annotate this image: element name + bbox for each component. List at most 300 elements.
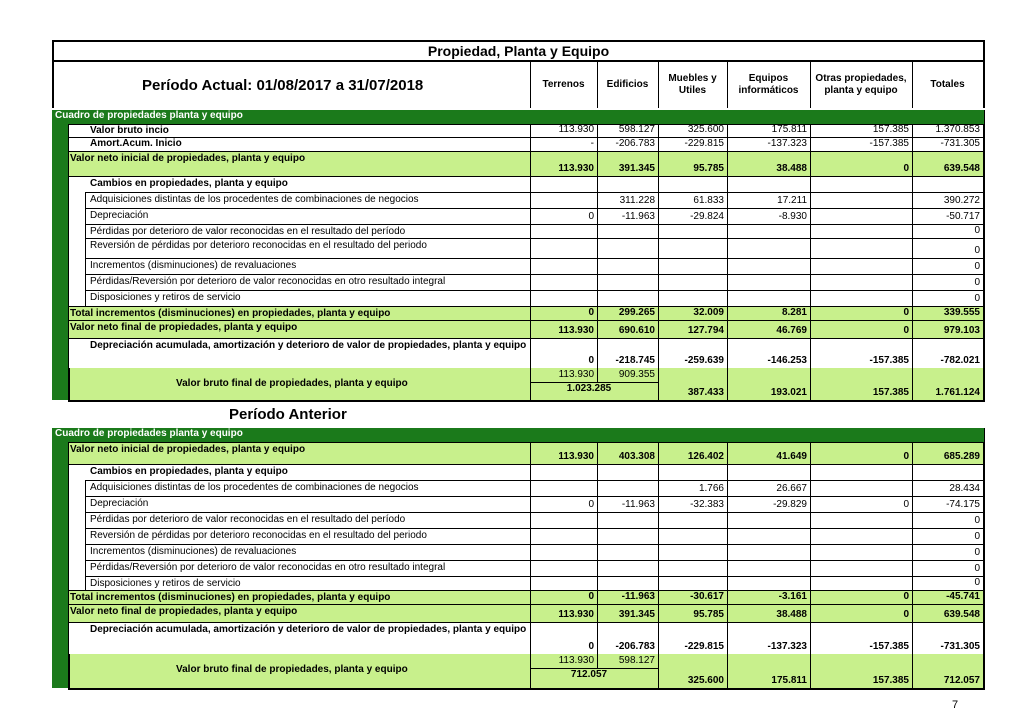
grid-line	[912, 238, 913, 258]
grid-line	[810, 576, 811, 590]
grid-line	[68, 442, 985, 443]
grid-line	[597, 544, 598, 560]
grid-line	[727, 338, 728, 368]
grid-line	[727, 576, 728, 590]
grid-line	[530, 622, 531, 654]
grid-line	[530, 192, 531, 208]
cell-value: 41.649	[776, 451, 807, 462]
grid-line	[530, 306, 531, 320]
grid-line	[727, 290, 728, 306]
row-label: Valor bruto final de propiedades, planta y equipo	[176, 378, 408, 389]
grid-line	[658, 560, 659, 576]
grid-line	[658, 290, 659, 306]
grid-line	[530, 176, 531, 192]
grid-line	[727, 464, 728, 480]
grid-line	[912, 306, 913, 320]
cell-value: -8.930	[778, 211, 807, 222]
grid-line	[597, 480, 598, 496]
indent-band	[68, 192, 86, 208]
grid-line	[658, 528, 659, 544]
grid-line	[68, 464, 985, 465]
grid-line	[530, 224, 531, 238]
row-label: Amort.Acum. Inicio	[90, 138, 182, 149]
grid-line	[912, 320, 913, 338]
grid-line	[727, 442, 728, 464]
cell-value: 0	[974, 225, 980, 236]
grid-line	[658, 176, 659, 192]
indent-band	[68, 560, 86, 576]
cell-value: 28.434	[949, 483, 980, 494]
grid-line	[68, 192, 985, 193]
cell-value: 8.281	[781, 307, 807, 318]
grid-line	[912, 137, 913, 151]
row-label: Reversión de pérdidas por deterioro reconocidas en el resultado del periodo	[90, 240, 427, 251]
grid-line	[912, 176, 913, 192]
grid-line	[68, 320, 985, 321]
grid-line	[597, 192, 598, 208]
grid-line	[912, 528, 913, 544]
grid-line	[597, 62, 598, 108]
cell-value: -29.829	[773, 499, 807, 510]
cell-value: 403.308	[618, 451, 655, 462]
grid-line	[727, 151, 728, 176]
grid-line	[810, 604, 811, 622]
grid-line	[530, 604, 531, 622]
grid-line	[727, 590, 728, 604]
grid-line	[810, 290, 811, 306]
cell-value: 0	[974, 245, 980, 256]
grid-line	[597, 258, 598, 274]
grid-line	[810, 137, 811, 151]
section-header: Cuadro de propiedades planta y equipo	[52, 428, 985, 442]
cell-value: 0	[588, 499, 594, 510]
cell-value: 909.355	[618, 369, 655, 380]
grid-line	[912, 480, 913, 496]
page-number: 7	[952, 699, 959, 711]
cell-value: -157.385	[869, 641, 909, 652]
grid-line	[912, 290, 913, 306]
grid-line	[912, 464, 913, 480]
cell-value: 0	[974, 577, 980, 588]
cell-value: 17.211	[777, 195, 807, 206]
grid-line	[912, 622, 913, 654]
cell-value: 61.833	[693, 195, 724, 206]
grid-line	[727, 604, 728, 622]
cell-value: -29.824	[690, 211, 724, 222]
row-label: Adquisiciones distintas de los procedentes de combinaciones de negocios	[90, 482, 419, 493]
cell-value: 299.265	[618, 307, 655, 318]
grid-line	[530, 137, 531, 151]
cell-value: -782.021	[940, 355, 980, 366]
row-label: Depreciación acumulada, amortización y deterioro de valor de propiedades, planta y equipo	[90, 340, 527, 351]
grid-line	[658, 258, 659, 274]
left-band	[52, 442, 68, 688]
grid-line	[658, 368, 659, 400]
cell-value: 390.272	[943, 195, 980, 206]
grid-line	[810, 176, 811, 192]
cell-value: 175.811	[771, 675, 807, 686]
grid-line	[658, 62, 659, 108]
grid-line	[658, 590, 659, 604]
grid-line	[727, 124, 728, 137]
grid-line	[912, 208, 913, 224]
cell-value: 113.930	[558, 124, 594, 135]
cell-value: 175.811	[771, 124, 807, 135]
grid-line	[912, 496, 913, 512]
grid-line	[68, 124, 69, 400]
grid-line	[658, 124, 659, 137]
indent-band	[68, 238, 86, 258]
grid-line	[810, 208, 811, 224]
grid-line	[530, 654, 531, 688]
grid-line	[597, 560, 598, 576]
grid-line	[597, 338, 598, 368]
grid-line	[530, 338, 531, 368]
row-label: Disposiciones y retiros de servicio	[90, 578, 241, 589]
row-label: Pérdidas/Reversión por deterioro de valor reconocidas en otro resultado integral	[90, 276, 446, 287]
cell-value: 38.488	[776, 163, 807, 174]
grid-line	[658, 306, 659, 320]
grid-line	[727, 208, 728, 224]
grid-line	[810, 124, 811, 137]
grid-line	[658, 224, 659, 238]
row-label: Pérdidas por deterioro de valor reconocidas en el resultado del período	[90, 226, 406, 237]
grid-line	[727, 192, 728, 208]
cell-value: 0	[903, 307, 909, 318]
grid-line	[530, 544, 531, 560]
grid-line	[727, 528, 728, 544]
cell-value: 391.345	[618, 609, 655, 620]
cell-value: 95.785	[693, 163, 724, 174]
column-header-4: Otras propiedades, planta y equipo	[815, 73, 907, 96]
grid-line	[597, 290, 598, 306]
indent-band	[68, 480, 86, 496]
cell-value: -146.253	[767, 355, 807, 366]
grid-line	[597, 151, 598, 176]
grid-line	[727, 512, 728, 528]
grid-line	[597, 124, 598, 137]
grid-line	[658, 622, 659, 654]
cell-value: 639.548	[943, 163, 980, 174]
cell-value: 32.009	[693, 307, 724, 318]
cell-value: 0	[903, 609, 909, 620]
grid-line	[810, 238, 811, 258]
row-label: Incrementos (disminuciones) de revaluaciones	[90, 260, 297, 271]
row-label: Total incrementos (disminuciones) en propiedades, planta y equipo	[70, 308, 391, 319]
indent-band	[68, 496, 86, 512]
cell-value: 95.785	[693, 609, 724, 620]
grid-line	[912, 544, 913, 560]
grid-line	[727, 496, 728, 512]
cell-value: 38.488	[776, 609, 807, 620]
cell-value: 0	[974, 277, 980, 288]
cell-value: -157.385	[869, 138, 909, 149]
grid-line	[810, 544, 811, 560]
cell-value: 1.761.124	[935, 387, 980, 398]
grid-line	[810, 590, 811, 604]
cell-value: 0	[974, 531, 980, 542]
grid-line	[68, 512, 985, 513]
grid-line	[912, 338, 913, 368]
grid-line	[658, 192, 659, 208]
grid-line	[810, 274, 811, 290]
cell-value: 391.345	[618, 163, 655, 174]
cell-value: 0	[903, 451, 909, 462]
indent-band	[68, 224, 86, 238]
row-label: Total incrementos (disminuciones) en propiedades, planta y equipo	[70, 592, 391, 603]
grid-line	[727, 320, 728, 338]
grid-line	[727, 238, 728, 258]
grid-line	[658, 576, 659, 590]
cell-value: -11.963	[621, 591, 655, 602]
grid-line	[68, 622, 985, 623]
grid-line	[727, 274, 728, 290]
row-label: Depreciación acumulada, amortización y deterioro de valor de propiedades, planta y equipo	[90, 624, 527, 635]
grid-line	[810, 224, 811, 238]
cell-value: 0	[974, 515, 980, 526]
grid-line	[530, 368, 531, 400]
cell-value: -74.175	[946, 499, 980, 510]
grid-line	[530, 560, 531, 576]
grid-line	[68, 224, 985, 225]
grid-line	[912, 512, 913, 528]
grid-line	[68, 604, 985, 605]
cell-value: 0	[974, 563, 980, 574]
grid-line	[68, 208, 985, 209]
row-label: Valor neto final de propiedades, planta y equipo	[70, 322, 298, 333]
cell-value: -229.815	[684, 641, 724, 652]
grid-line	[658, 654, 659, 688]
grid-line	[68, 274, 985, 275]
row-label: Cambios en propiedades, planta y equipo	[90, 466, 288, 477]
cell-value: 598.127	[618, 124, 655, 135]
cell-value: 157.385	[872, 387, 909, 398]
grid-line	[658, 137, 659, 151]
grid-line	[727, 368, 728, 400]
indent-band	[68, 290, 86, 306]
cell-value: -	[590, 138, 594, 149]
cell-value: -137.323	[767, 138, 807, 149]
cell-value: -137.323	[767, 641, 807, 652]
grid-line	[810, 654, 811, 688]
grid-line	[68, 238, 985, 239]
grid-line	[597, 368, 598, 382]
grid-line	[810, 442, 811, 464]
indent-band	[68, 258, 86, 274]
grid-line	[727, 258, 728, 274]
grid-line	[658, 480, 659, 496]
section-header: Cuadro de propiedades planta y equipo	[52, 110, 985, 124]
cell-value: -11.963	[621, 211, 655, 222]
cell-value: -259.639	[684, 355, 724, 366]
cell-value: -32.383	[690, 499, 724, 510]
cell-value: 0	[974, 261, 980, 272]
column-header-0: Terrenos	[542, 79, 585, 90]
grid-line	[530, 151, 531, 176]
cell-value: 157.385	[872, 124, 909, 135]
grid-line	[68, 528, 985, 529]
cell-value: 639.548	[943, 609, 980, 620]
row-label: Reversión de pérdidas por deterioro reconocidas en el resultado del periodo	[90, 530, 427, 541]
grid-line	[530, 480, 531, 496]
grid-line	[530, 290, 531, 306]
cell-value: 113.930	[558, 451, 594, 462]
row-label: Depreciación	[90, 210, 149, 221]
indent-band	[68, 544, 86, 560]
grid-line	[658, 274, 659, 290]
cell-value: -45.741	[946, 591, 980, 602]
cell-value: 325.600	[687, 124, 724, 135]
grid-line	[597, 496, 598, 512]
grid-line	[810, 306, 811, 320]
grid-line	[727, 224, 728, 238]
grid-line	[912, 151, 913, 176]
grid-line	[530, 528, 531, 544]
cell-value: 0	[588, 355, 594, 366]
grid-line	[68, 290, 985, 291]
grid-line	[810, 368, 811, 400]
grid-line	[530, 320, 531, 338]
grid-line	[597, 274, 598, 290]
grid-line	[597, 208, 598, 224]
row-label: Incrementos (disminuciones) de revaluaciones	[90, 546, 297, 557]
cell-value: 690.610	[618, 325, 655, 336]
grid-line	[912, 576, 913, 590]
cell-value: 979.103	[943, 325, 980, 336]
grid-line	[810, 62, 811, 108]
cell-value: -157.385	[869, 355, 909, 366]
grid-line	[68, 151, 985, 152]
grid-line	[530, 124, 531, 137]
indent-band	[68, 576, 86, 590]
cell-value: 113.930	[558, 609, 594, 620]
grid-line	[530, 208, 531, 224]
cell-value: 0	[588, 641, 594, 652]
grid-line	[597, 137, 598, 151]
column-header-3: Equipos informáticos	[738, 73, 799, 96]
grid-line	[810, 338, 811, 368]
grid-line	[810, 512, 811, 528]
cell-value: -3.161	[778, 591, 807, 602]
grid-line	[727, 137, 728, 151]
row-label: Valor neto final de propiedades, planta y equipo	[70, 606, 298, 617]
cell-value: -731.305	[940, 641, 980, 652]
grid-line	[658, 544, 659, 560]
current-period-title: Período Actual: 01/08/2017 a 31/07/2018	[142, 77, 424, 94]
row-label: Valor neto inicial de propiedades, planta y equipo	[70, 153, 306, 164]
row-label: Valor neto inicial de propiedades, planta y equipo	[70, 444, 306, 455]
grid-line	[530, 496, 531, 512]
grid-line	[912, 442, 913, 464]
grid-line	[727, 176, 728, 192]
cell-value: -50.717	[946, 211, 980, 222]
grid-line	[912, 192, 913, 208]
cell-value: 339.555	[943, 307, 980, 318]
grid-line	[727, 306, 728, 320]
page-title: Propiedad, Planta y Equipo	[52, 40, 985, 62]
grid-line	[597, 176, 598, 192]
cell-value: 26.667	[776, 483, 807, 494]
grid-line	[658, 496, 659, 512]
cell-value: 311.228	[619, 195, 655, 206]
grid-line	[810, 480, 811, 496]
cell-value: 712.057	[943, 675, 980, 686]
grid-line	[597, 238, 598, 258]
grid-line	[597, 604, 598, 622]
cell-value: 46.769	[776, 325, 807, 336]
grid-line	[68, 688, 985, 690]
grid-line	[912, 654, 913, 688]
grid-line	[68, 544, 985, 545]
grid-line	[658, 604, 659, 622]
cell-value: 113.930	[558, 655, 594, 666]
grid-line	[727, 560, 728, 576]
cell-value: 0	[588, 591, 594, 602]
cell-value: 0	[974, 547, 980, 558]
grid-line	[727, 480, 728, 496]
row-label: Valor bruto incio	[90, 125, 169, 136]
grid-line	[530, 274, 531, 290]
grid-line	[597, 320, 598, 338]
grid-line	[597, 654, 598, 668]
grid-line	[658, 512, 659, 528]
grid-line	[912, 124, 913, 137]
grid-line	[912, 590, 913, 604]
grid-line	[530, 464, 531, 480]
grid-line	[597, 464, 598, 480]
grid-line	[727, 544, 728, 560]
cell-value: -229.815	[684, 138, 724, 149]
grid-line	[597, 442, 598, 464]
cell-value: 685.289	[943, 451, 980, 462]
grid-line	[530, 576, 531, 590]
grid-line	[530, 258, 531, 274]
grid-line	[810, 320, 811, 338]
grid-line	[68, 480, 985, 481]
grid-line	[984, 428, 985, 688]
previous-period-title: Período Anterior	[229, 406, 347, 423]
grid-line	[658, 464, 659, 480]
row-label: Valor bruto final de propiedades, planta y equipo	[176, 664, 408, 675]
cell-value: -206.783	[615, 138, 655, 149]
cell-value: 0	[588, 307, 594, 318]
grid-line	[727, 62, 728, 108]
left-band	[52, 124, 68, 400]
grid-line	[810, 622, 811, 654]
grid-line	[68, 400, 985, 402]
grid-line	[912, 368, 913, 400]
grid-line	[597, 590, 598, 604]
grid-line	[983, 62, 984, 108]
grid-line	[727, 654, 728, 688]
grid-line	[597, 512, 598, 528]
row-label: Cambios en propiedades, planta y equipo	[90, 178, 288, 189]
row-label: Adquisiciones distintas de los procedentes de combinaciones de negocios	[90, 194, 419, 205]
grid-line	[727, 622, 728, 654]
cell-value: 113.930	[558, 325, 594, 336]
cell-value: -30.617	[690, 591, 724, 602]
row-label: Pérdidas por deterioro de valor reconocidas en el resultado del período	[90, 514, 406, 525]
row-label: Pérdidas/Reversión por deterioro de valor reconocidas en otro resultado integral	[90, 562, 446, 573]
cell-value: 0	[903, 163, 909, 174]
cell-value: -731.305	[940, 138, 980, 149]
cell-value: 0	[903, 499, 909, 510]
grid-line	[597, 224, 598, 238]
cell-value: 1.023.285	[566, 383, 612, 394]
cell-value: 0	[588, 211, 594, 222]
grid-line	[912, 258, 913, 274]
indent-band	[68, 528, 86, 544]
